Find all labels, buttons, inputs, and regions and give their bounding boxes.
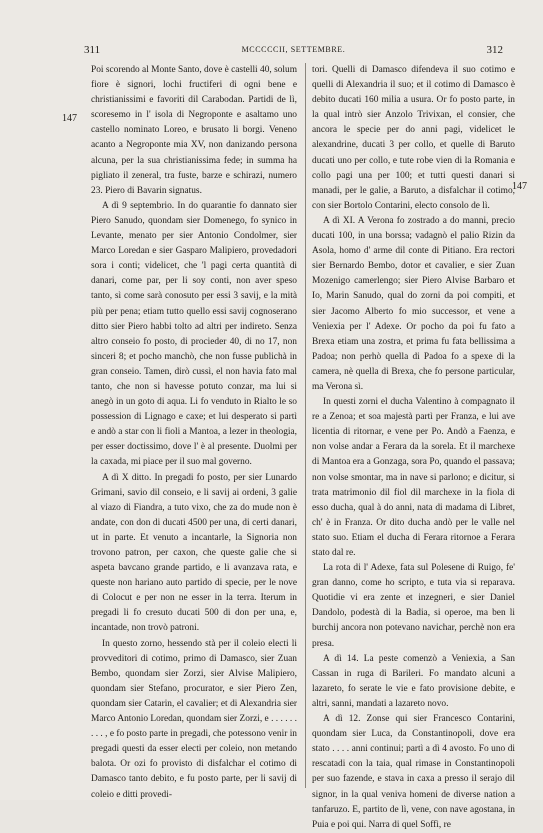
right-column [305,63,515,830]
page-number-left: 311 [84,44,101,56]
left-column [91,63,297,800]
running-title: MCCCCCII, SETTEMBRE. [241,45,346,54]
paragraph: In questi zorni el ducha Valentino à compagnato il re a Zenoa; et soa majestà partì per Franza, e lui ave licentia di ritornar, e vene per Po. Andò a Faenza, e non volse andar a Ferara da la sorela. Et il marchexe di Mantoa era a Gonzaga, sora Po, quando el passava; non volse smontar, ma in nave si parlono; e dicitur, si trata matrimonio dil fiol dil marchexe in la fiola di esso ducha, qual à do anni, nata di madama di Libret, ch' è in Franza. Or dito ducha andò per le valle nel stato suo. Etiam el ducha di Ferara ritornoe a Ferara stato dal re. [312,397,515,558]
paragraph: La rota di l' Adexe, fata sul Polesene di Ruigo, fe' gran danno, come ho scripto, e tuta via si reparava. Quotidie vi era zente et inzegneri, e sier Daniel Dandolo, podestà di la Badia, si operoe, ma ben li burchij ancora non potevano navichar, perchè non era presa. [312,563,515,649]
paragraph: A dì XI. A Verona fo zostrado a do manni, precio ducati 100, in una borssa; vadagnò el palio Rizin da Asola, homo d' arme dil conte di Pitiano. Era rectori sier Bernardo Bembo, dotor et cavalier, e sier Zuan Mozenigo camerlengo; sier Piero Alvise Barbaro et Io, Marin Sanudo, qual do zorni da poi compiti, et sier Jacomo Alberto fo mio successor, et vene a Veniexia per l' Adexe. Or pocho da poi fu fato a Brexa etiam una zostra, et prima fu fata bellissima a Padoa; non perhò quella di Padoa fo a spexe di la camera, nè quella di Brexa, che fo persone particular, ma Verona sì. [312,215,515,392]
paragraph: Poi scorendo al Monte Santo, dove è castelli 40, solum fiore è signori, lochi fructiferi di ogni bene e christianissimi e favoriti dil Carabodan. Partidi de lì, scoresemo in l' isola di Negroponte e asaltamo uno castello nominato Loreo, e brusato li borgi. Veneno acanto a Negroponte mia XV, non danizando persona alcuna, per la sua christianissima fede; in summa ha pigliato il zeneral, tra fuste, barze e schirazi, numero 23. Piero di Bavarin signatus. [91,65,297,196]
paragraph: tori. Quelli di Damasco difendeva il suo cotimo e quelli di Alexandria il suo; et il cotimo di Damasco è debito ducati 160 milia a usura. Or fo posto parte, in la qual intrò sier Anzolo Trivixan, el consier, che ancora le specie per do anni pagi, videlicet le alexandrine, ducati 3 per collo, et quelle di Baruto ducati uno per collo, e tute robe vien di la Romania e collo pagi una per 100; et tutti questi danari si manadi, per le galie, a Baruto, a disfalchar il cotimo, con sier Bortolo Contarini, electo consolo de lì. [312,65,515,211]
paragraph: A dì 9 septembrio. In do quarantie fo dannato sier Piero Sanudo, quondam sier Domenego, fo synico in Levante, menato per sier Antonio Condolmer, sier Marco Loredan e sier Gasparo Malipiero, provedadori sora i conti; videlicet, che 'l pagi certa quantità di danari, come par, per li soy conti, non aver speso tanto, sì come sarà conosuto per essi 3 savij, e la mità più per pena; etiam tutto quello essi savij cognoserano ditto sier Piero habbi tolto ad altri per indireto. Senza altro conseio fo posto, di procieder 40, di no 17, non sinceri 8; et pocho manchò, che non fusse publichà in gran conseio. Tamen, dirò cussì, el non havia fato mal tanto, che non si havesse potuto conzar, ma lui si anegò in un goto di aqua. Li fo venduto in Rialto le so possession di Lignago e caxe; et lui desperato si partì e andò a star con li fioli a Mantoa, a lezer in theologia, per esser doctissimo, dove l' è al presente. Duolmi per la caxada, mi piace per il suo mal governo. [91,200,297,468]
margin-folio-left: 147 [62,113,77,124]
margin-folio-right: 147 [512,181,527,192]
paragraph: In questo zorno, hessendo stà per il coleio electi li provveditori di cotimo, primo di Damasco, sier Zuan Bembo, quondam sier Zorzi, sier Alvise Malipiero, quondam sier Stefano, procurator, e sier Piero Zen, quondam sier Catarin, el cavalier; et di Alexandria sier Marco Antonio Loredan, quondam sier Zorzi, e . . . . . . . . . , e fo posto parte in pregadi, che potessono venir in pregadi questi da esser electi per coleio, non metando balota. Or ozi fo provisto di disfalchar el cotimo di Damasco tanto debito, e fu posto parte, per li savij di coleio e ditti provedi- [91,638,297,800]
paragraph: A dì X ditto. In pregadi fo posto, per sier Lunardo Grimani, savio dil conseio, e li savij ai ordeni, 3 galie al viazo di Fiandra, a tuto vixo, che za do mude non è andate, con don di ducati 4500 per una, di certi danari, ut in parte. Et venuto a incantarle, la Signoria non trovono patron, per caxon, che queste galie che si aspeta bavcano grande partido, e li avanzava rata, e queste non hariano auto partido di specie, per le nove di Colocut e per non ne esser in la terra. Iterum in pregadi li fo cresuto ducati 500 di don per una, e, incantade, non trovò patroni. [91,472,297,634]
page-header [84,44,503,58]
paragraph: A dì 12. Zonse qui sier Francesco Contarini, quondam sier Luca, da Constantinopoli, dove era stato . . . . anni continui; partì a dì 4 avosto. Fo uno di rescatadi con la taia, qual rimase in Constantinopoli per suo fazende, e stava in caxa a presso il serajo dil signor, in la qual veniva homeni de diverse nation a tanfaruzo. E, partito de lì, vene, con nave agostana, in Puia e poi qui. Narra di quel Soffì, re [312,714,515,830]
paragraph: A dì 14. La peste comenzò a Veniexia, a San Cassan in ruga di Barileri. Fo mandato alcuni a lazareto, fo serate le vie e fato provisione debite, e altri, sanni, mandati a lazareto novo. [312,653,515,709]
page-number-right: 312 [486,44,503,56]
